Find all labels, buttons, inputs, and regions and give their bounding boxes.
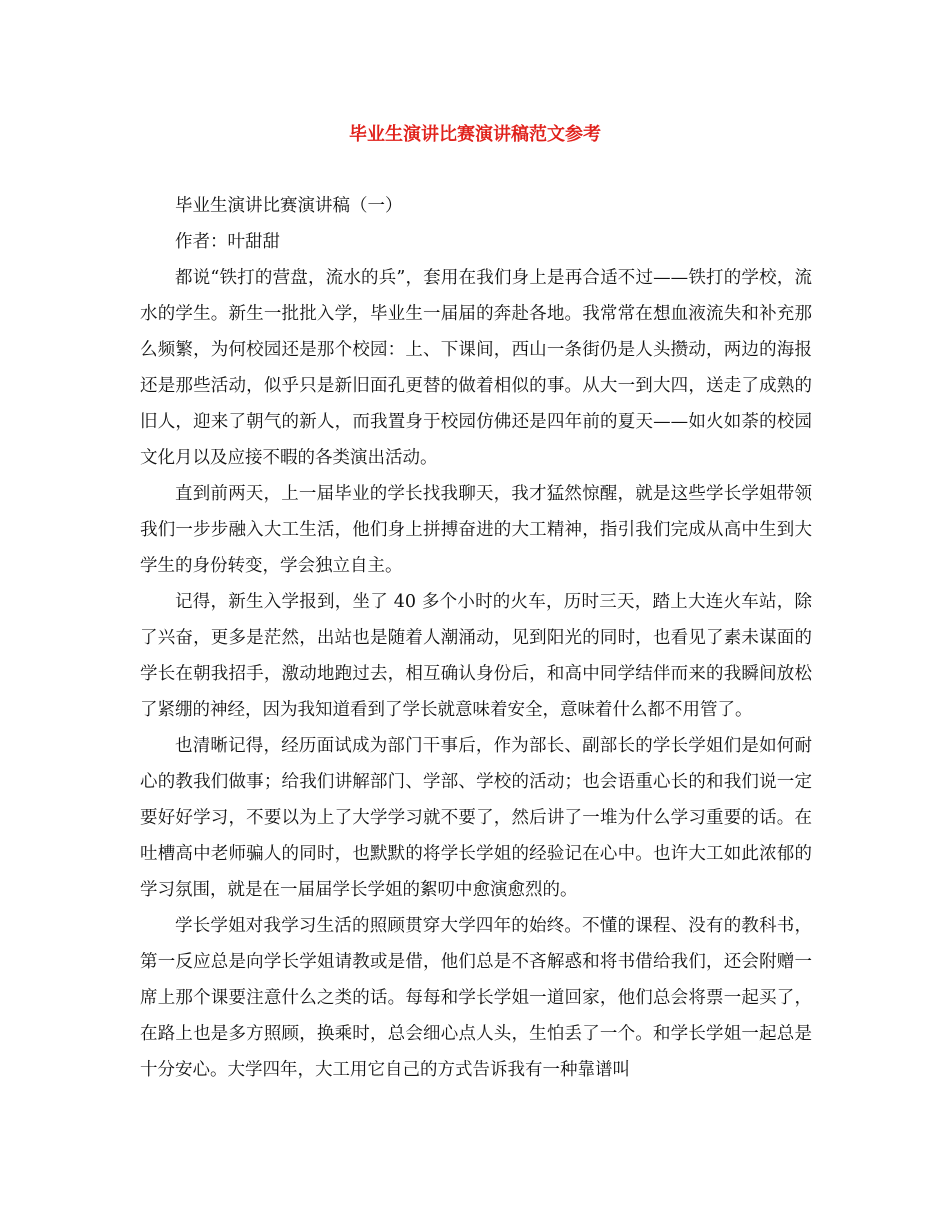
paragraph: 直到前两天，上一届毕业的学长找我聊天，我才猛然惊醒，就是这些学长学姐带领我们一步步融入大工生活，他们身上拼搏奋进的大工精神，指引我们完成从高中生到大学生的身份转变，学会独立自主。 [140,484,812,576]
paragraph: 记得，新生入学报到，坐了 40 多个小时的火车，历时三天，踏上大连火车站，除了兴奋，更多是茫然，出站也是随着人潮涌动，见到阳光的同时，也看见了素未谋面的学长在朝我招手，激动地跑过去，相互确认身份后，和高中同学结伴而来的我瞬间放松了紧绷的神经，因为我知道看到了学长就意味着安全，意味着什么都不用管了。 [140,592,812,720]
document-body [140,188,812,1088]
section-heading: 毕业生演讲比赛演讲稿（一） [175,196,403,216]
paragraph: 都说“铁打的营盘，流水的兵”，套用在我们身上是再合适不过——铁打的学校，流水的学生。新生一批批入学，毕业生一届届的奔赴各地。我常常在想血液流失和补充那么频繁，为何校园还是那个校园：上、下课间，西山一条街仍是人头攒动，两边的海报还是那些活动，似乎只是新旧面孔更替的做着相似的事。从大一到大四，送走了成熟的旧人，迎来了朝气的新人，而我置身于校园仿佛还是四年前的夏天——如火如荼的校园文化月以及应接不暇的各类演出活动。 [140,268,812,468]
document-title: 毕业生演讲比赛演讲稿范文参考 [349,124,601,145]
paragraph: 学长学姐对我学习生活的照顾贯穿大学四年的始终。不懂的课程、没有的教科书，第一反应总是向学长学姐请教或是借，他们总是不吝解惑和将书借给我们，还会附赠一席上那个课要注意什么之类的话。每每和学长学姐一道回家，他们总会将票一起买了，在路上也是多方照顾，换乘时，总会细心点人头，生怕丢了一个。和学长学姐一起总是十分安心。大学四年，大工用它自己的方式告诉我有一种靠谱叫 [140,916,812,1080]
author-line: 作者：叶甜甜 [175,232,280,252]
paragraph: 也清晰记得，经历面试成为部门干事后，作为部长、副部长的学长学姐们是如何耐心的教我们做事；给我们讲解部门、学部、学校的活动；也会语重心长的和我们说一定要好好学习，不要以为上了大学学习就不要了，然后讲了一堆为什么学习重要的话。在吐槽高中老师骗人的同时，也默默的将学长学姐的经验记在心中。也许大工如此浓郁的学习氛围，就是在一届届学长学姐的絮叨中愈演愈烈的。 [140,736,812,900]
